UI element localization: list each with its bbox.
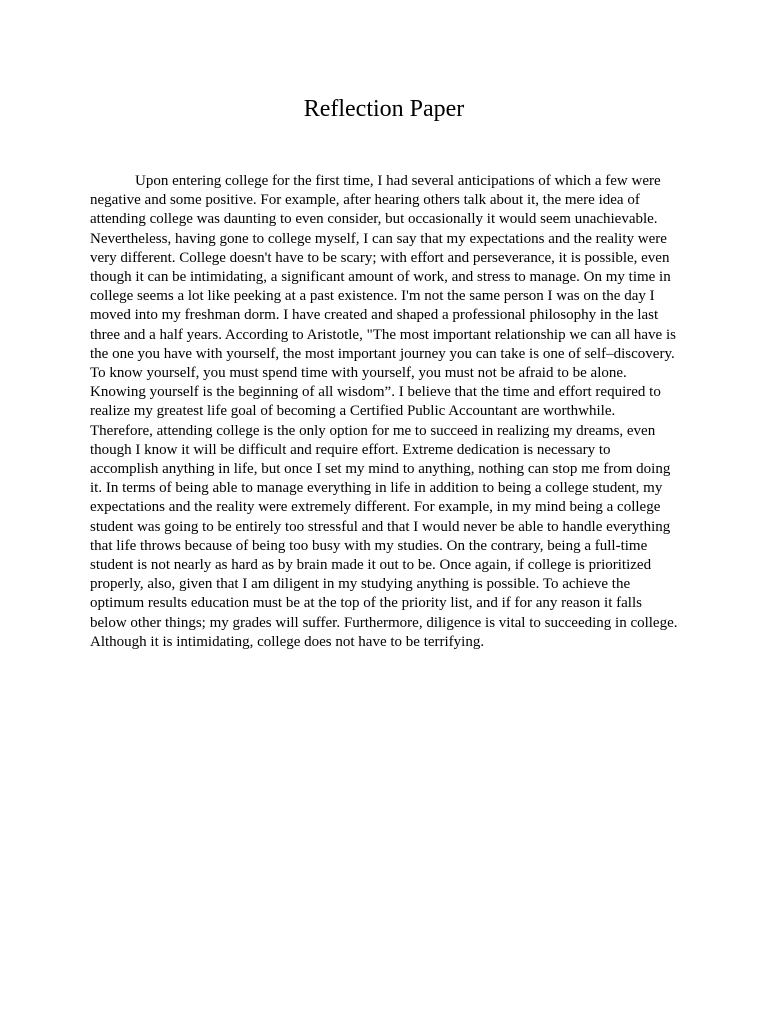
page-title: Reflection Paper: [303, 96, 465, 122]
body-paragraph: Upon entering college for the first time, I had several anticipations of which a few were negative and some positive. For example, after hearing others talk about it, the mere idea of attending college was daunting to even consider, but occasionally it would seem unachievable. Nevertheless, having gone to college myself, I can say that my expectations and the reality were very different. College doesn't have to be scary; with effort and perseverance, it is possible, even though it can be intimidating, a significant amount of work, and stress to manage. On my time in college seems a lot like peeking at a past existence. I'm not the same person I was on the day I moved into my freshman dorm. I have created and shaped a professional philosophy in the last three and a half years. According to Aristotle, "The most important relationship we can all have is the one you have with yourself, the most important journey you can take is one of self–discovery. To know yourself, you must spend time with yourself, you must not be afraid to be alone. Knowing yourself is the beginning of all wisdom”. I believe that the time and effort required to realize my greatest life goal of becoming a Certified Public Accountant are worthwhile. Therefore, attending college is the only option for me to succeed in realizing my dreams, even though I know it will be difficult and require effort. Extreme dedication is necessary to accomplish anything in life, but once I set my mind to anything, nothing can stop me from doing it. In terms of being able to manage everything in life in addition to being a college student, my expectations and the reality were extremely different. For example, in my mind being a college student was going to be entirely too stressful and that I would never be able to handle everything that life throws because of being too busy with my studies. On the contrary, being a full-time student is not nearly as hard as by brain made it out to be. Once again, if college is prioritized properly, also, given that I am diligent in my studying anything is possible. To achieve the optimum results education must be at the top of the priority list, and if for any reason it falls below other things; my grades will suffer. Furthermore, diligence is vital to succeeding in college. Although it is intimidating, college does not have to be terrifying.: [90, 173, 678, 650]
